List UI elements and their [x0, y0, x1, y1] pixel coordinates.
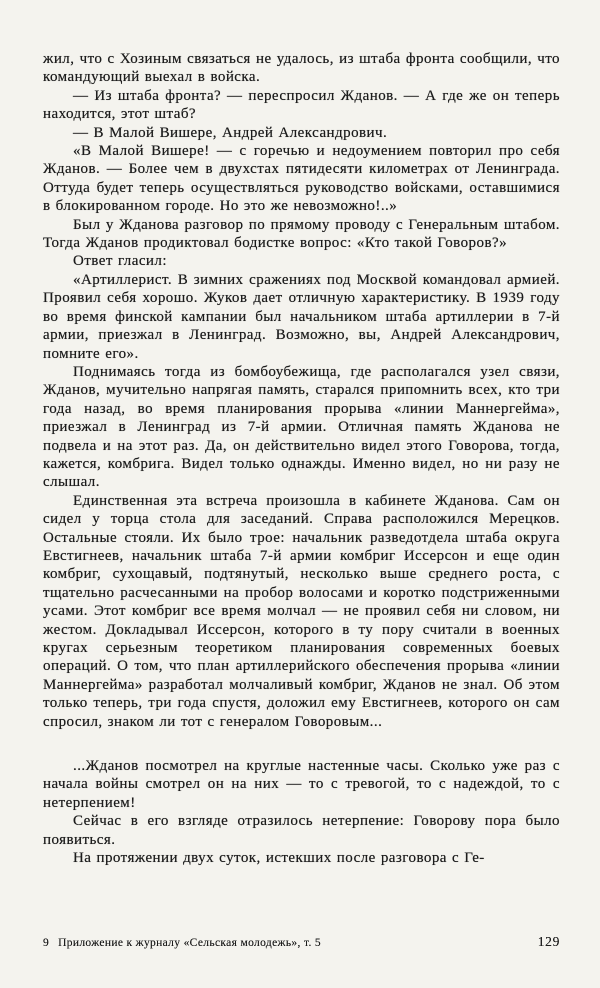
paragraph: жил, что с Хозиным связаться не удалось, из штаба фронта сообщили, что командующий выехал в войска. [43, 51, 560, 86]
paragraph: Ответ гласил: [73, 253, 167, 270]
imprint-line [43, 937, 321, 949]
page-number: 129 [537, 934, 560, 949]
paragraph: Был у Жданова разговор по прямому проводу с Генеральным штабом. Тогда Жданов продиктовал бодистке вопрос: «Кто такой Говоров?» [43, 216, 560, 252]
page-text [43, 50, 560, 867]
paragraph: На протяжении двух суток, истекших после разговора с Ге- [73, 850, 485, 867]
paragraph: ...Жданов посмотрел на круглые настенные часы. Сколько уже раз с начала войны смотрел он на них — то с тревогой, то с надеждой, то с нетерпением! [43, 758, 560, 811]
signature-number: 9 [43, 937, 50, 949]
paragraph: «Артиллерист. В зимних сражениях под Москвой командовал армией. Проявил себя хорошо. Жуков дает отличную характеристику. В 1939 году во время финской кампании был начальником штаба артиллерии в 7-й армии, приезжал в Ленинград. Возможно, вы, Андрей Александрович, помните его». [43, 271, 560, 362]
paragraph: Поднимаясь тогда из бомбоубежища, где располагался узел связи, Жданов, мучительно напрягая память, старался припомнить всех, кто три года назад, во время планирования прорыва «линии Маннергейма», приезжал в Ленинград из 7-й армии. Отличная память Жданова не подвела и на этот раз. Да, он действительно видел этого Говорова, тогда, кажется, комбрига. Видел только однажды. Именно видел, но ни разу не слышал. [43, 363, 560, 491]
paragraph: Единственная эта встреча произошла в кабинете Жданова. Сам он сидел у торца стола для заседаний. Справа расположился Мерецков. Остальные стояли. Их было трое: начальник разведотдела штаба округа Евстигнеев, начальник штаба 7-й армии комбриг Иссерсон и еще один комбриг, сухощавый, подтянутый, несколько выше среднего роста, с тщательно расчесанными на пробор волосами и коротко подстриженными усами. Этот комбриг все время молчал — не проявил себя ни словом, ни жестом. Докладывал Иссерсон, которого в ту пору считали в военных кругах серьезным теоретиком планирования современных боевых операций. О том, что план артиллерийского обеспечения прорыва «линии Маннергейма» разработал молчаливый комбриг, Жданов не знал. Об этом только теперь, три года спустя, доложил ему Евстигнеев, которого он сам спросил, знаком ли тот с генералом Говоровым... [43, 492, 560, 730]
dialogue-paragraph: — Из штаба фронта? — переспросил Жданов. — А где же он теперь находится, этот штаб? [43, 87, 560, 123]
dialogue-paragraph: — В Малой Вишере, Андрей Александрович. [73, 124, 388, 141]
imprint-text: Приложение к журналу «Сельская молодежь», т. 5 [58, 937, 321, 949]
page-footer [43, 934, 560, 950]
paragraph: «В Малой Вишере! — с горечью и недоумением повторил про себя Жданов. — Более чем в двухстах пятидесяти километрах от Ленинграда. Оттуда будет теперь осуществляться руководство войсками, оставшимися в блокированном городе. Но это же невозможно!..» [43, 143, 560, 215]
paragraph: Сейчас в его взгляде отразилось нетерпение: Говорову пора было появиться. [43, 813, 560, 848]
